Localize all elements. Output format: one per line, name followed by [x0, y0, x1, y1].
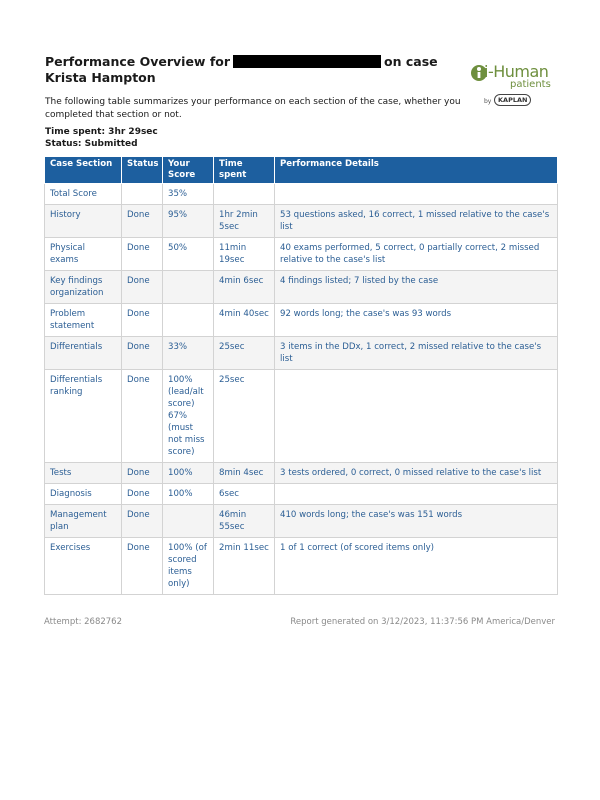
header-case-section: Case Section [45, 157, 122, 184]
cell-status: Done [122, 271, 163, 304]
table-row [45, 304, 558, 337]
cell-details [275, 370, 558, 463]
kaplan-logo: KAPLAN [494, 94, 531, 106]
table-row [45, 205, 558, 238]
cell-section: Differentials ranking [45, 370, 122, 463]
table-row [45, 337, 558, 370]
table-row [45, 370, 558, 463]
cell-section: History [45, 205, 122, 238]
cell-section: Tests [45, 463, 122, 484]
header-your-score: Your Score [163, 157, 214, 184]
cell-score [163, 271, 214, 304]
table-row [45, 271, 558, 304]
cell-score: 100% [163, 463, 214, 484]
intro-text: The following table summarizes your performance on each section of the case, whether you completed that section or not. [45, 97, 461, 120]
cell-section: Key findings organization [45, 271, 122, 304]
cell-time: 4min 40sec [214, 304, 275, 337]
cell-score: 35% [163, 184, 214, 205]
cell-score: 100% [163, 484, 214, 505]
cell-status: Done [122, 238, 163, 271]
logo-by: by [484, 98, 492, 105]
table-row [45, 463, 558, 484]
cell-section: Diagnosis [45, 484, 122, 505]
cell-time: 46min 55sec [214, 505, 275, 538]
title-suffix: on case [384, 54, 438, 69]
cell-score: 100% (of scored items only) [163, 538, 214, 595]
cell-status: Done [122, 463, 163, 484]
cell-time: 25sec [214, 337, 275, 370]
cell-details: 3 items in the DDx, 1 correct, 2 missed relative to the case's list [275, 337, 558, 370]
cell-score [163, 505, 214, 538]
cell-time: 4min 6sec [214, 271, 275, 304]
cell-details: 92 words long; the case's was 93 words [275, 304, 558, 337]
time-spent: Time spent: 3hr 29sec [45, 127, 158, 137]
cell-section: Exercises [45, 538, 122, 595]
cell-section: Physical exams [45, 238, 122, 271]
case-name: Krista Hampton [45, 70, 156, 85]
cell-time: 6sec [214, 484, 275, 505]
cell-status: Done [122, 205, 163, 238]
table-row [45, 238, 558, 271]
cell-score: 100% (lead/alt score) 67% (must not miss score) [163, 370, 214, 463]
cell-status: Done [122, 505, 163, 538]
cell-details [275, 184, 558, 205]
cell-status: Done [122, 484, 163, 505]
cell-section: Total Score [45, 184, 122, 205]
cell-details: 53 questions asked, 16 correct, 1 missed relative to the case's list [275, 205, 558, 238]
cell-details: 40 exams performed, 5 correct, 0 partially correct, 2 missed relative to the case's list [275, 238, 558, 271]
cell-details [275, 484, 558, 505]
redacted-student-name [233, 55, 381, 68]
cell-details: 410 words long; the case's was 151 words [275, 505, 558, 538]
cell-details: 3 tests ordered, 0 correct, 0 missed relative to the case's list [275, 463, 558, 484]
cell-section: Differentials [45, 337, 122, 370]
ihuman-logo [462, 62, 557, 110]
cell-status: Done [122, 304, 163, 337]
cell-score: 50% [163, 238, 214, 271]
cell-score: 95% [163, 205, 214, 238]
cell-score [163, 304, 214, 337]
cell-status: Done [122, 337, 163, 370]
title-prefix: Performance Overview for [45, 54, 231, 69]
cell-details: 4 findings listed; 7 listed by the case [275, 271, 558, 304]
meta-block [45, 126, 158, 150]
submission-status: Status: Submitted [45, 139, 138, 149]
cell-status: Done [122, 370, 163, 463]
cell-time [214, 184, 275, 205]
table-header-row [45, 157, 558, 184]
cell-status: Done [122, 538, 163, 595]
cell-time: 2min 11sec [214, 538, 275, 595]
page-title [45, 54, 445, 86]
header-performance-details: Performance Details [275, 157, 558, 184]
table-row [45, 538, 558, 595]
logo-brand: i-Human [484, 62, 549, 81]
cell-time: 25sec [214, 370, 275, 463]
table-row [45, 484, 558, 505]
cell-status [122, 184, 163, 205]
performance-table [44, 156, 558, 595]
table-row [45, 184, 558, 205]
cell-score: 33% [163, 337, 214, 370]
logo-sub: patients [510, 79, 551, 90]
report-generated: Report generated on 3/12/2023, 11:37:56 PM America/Denver [290, 617, 555, 627]
table-row [45, 505, 558, 538]
attempt-id: Attempt: 2682762 [44, 617, 122, 627]
cell-time: 1hr 2min 5sec [214, 205, 275, 238]
header-time-spent: Time spent [214, 157, 275, 184]
cell-time: 8min 4sec [214, 463, 275, 484]
cell-section: Management plan [45, 505, 122, 538]
cell-section: Problem statement [45, 304, 122, 337]
header-status: Status [122, 157, 163, 184]
cell-time: 11min 19sec [214, 238, 275, 271]
cell-details: 1 of 1 correct (of scored items only) [275, 538, 558, 595]
